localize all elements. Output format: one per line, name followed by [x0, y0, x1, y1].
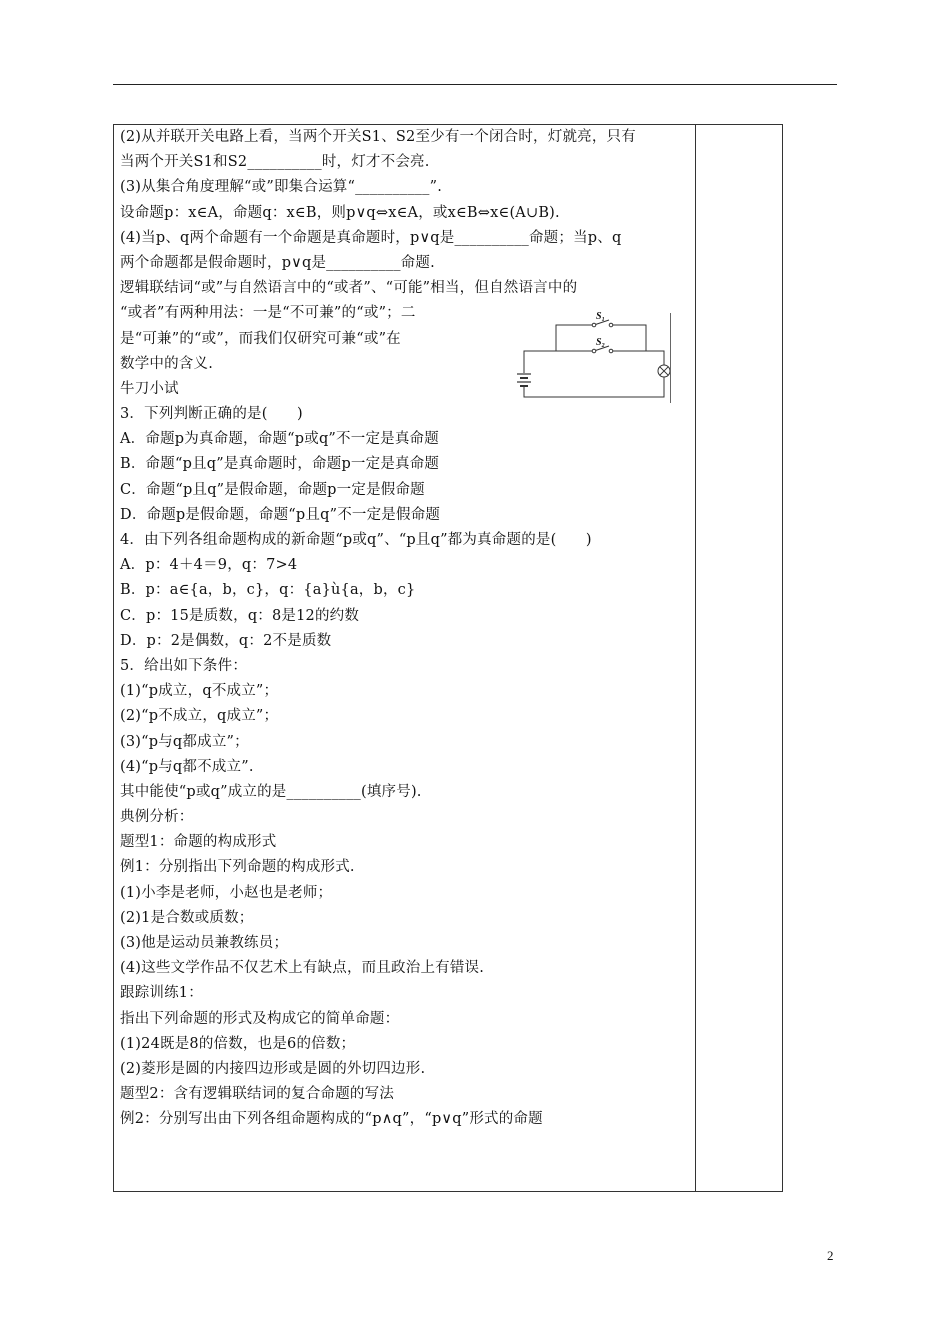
- text-line: (4)当p、q两个命题有一个命题是真命题时，p∨q是__________命题；当p、q: [120, 229, 622, 246]
- text-line: (2)从并联开关电路上看，当两个开关S1、S2至少有一个闭合时，灯就亮，只有: [120, 129, 636, 145]
- parallel-circuit-diagram: [516, 311, 684, 403]
- example-2: 例2：分别写出由下列各组命题构成的“p∧q”，“p∨q”形式的命题: [120, 1111, 543, 1128]
- example-item: (3)他是运动员兼教练员；: [120, 935, 289, 951]
- switch-s2-contact: [609, 349, 613, 353]
- option-b: B．p：a∈{a，b，c}，q：{a}ù{a，b，c}: [120, 582, 416, 599]
- condition-item: (1)“p成立，q不成立”；: [120, 683, 279, 700]
- figure-side-rule: [670, 313, 671, 403]
- text-line: (3)从集合角度理解“或”即集合运算“__________”.: [120, 179, 442, 196]
- text-line: “或者”有两种用法：一是“不可兼”的“或”；二: [120, 305, 416, 322]
- text-line: 指出下列命题的形式及构成它的简单命题：: [120, 1010, 400, 1027]
- switch-s2-label: $S_2$: [596, 337, 605, 349]
- option-c: C．p：15是质数，q：8是12的约数: [120, 607, 360, 624]
- text-line: 是“可兼”的“或”，而我们仅研究可兼“或”在: [120, 330, 401, 347]
- text-line: 两个命题都是假命题时，p∨q是__________命题.: [120, 254, 435, 271]
- option-d: D．命题p是假命题，命题“p且q”不一定是假命题: [120, 506, 441, 523]
- example-item: (4)这些文学作品不仅艺术上有缺点，而且政治上有错误.: [120, 960, 485, 977]
- option-d: D．p：2是偶数，q：2不是质数: [120, 632, 332, 649]
- question-5: 5．给出如下条件：: [120, 657, 248, 674]
- example-item: (2)1是合数或质数；: [120, 909, 254, 926]
- switch-s1-contact: [592, 323, 596, 327]
- question-4: 4．由下列各组命题构成的新命题“p或q”、“p且q”都为真命题的是( ): [120, 532, 592, 548]
- example-item: (1)小李是老师，小赵也是老师；: [120, 884, 333, 901]
- option-a: A．命题p为真命题，命题“p或q”不一定是真命题: [120, 431, 439, 448]
- condition-item: (3)“p与q都成立”；: [120, 733, 249, 750]
- text-line: 其中能使“p或q”成立的是__________(填序号).: [120, 783, 422, 800]
- section-heading: 题型1：命题的构成形式: [120, 834, 277, 851]
- wire: [524, 377, 664, 397]
- wire: [612, 325, 646, 349]
- wire: [646, 351, 664, 365]
- question-3: 3．下列判断正确的是( ): [120, 406, 303, 423]
- condition-item: (2)“p不成立，q成立”；: [120, 708, 279, 725]
- wire: [524, 351, 556, 373]
- text-line: 数学中的含义.: [120, 355, 214, 372]
- section-heading: 牛刀小试: [120, 380, 179, 397]
- circuit-svg: [516, 311, 684, 403]
- exercise-item: (2)菱形是圆的内接四边形或是圆的外切四边形.: [120, 1060, 426, 1077]
- option-c: C．命题“p且q”是假命题，命题p一定是假命题: [120, 481, 425, 498]
- main-content-cell: [120, 125, 692, 1133]
- text-line: 逻辑联结词“或”与自然语言中的“或者”、“可能”相当，但自然语言中的: [120, 280, 578, 297]
- switch-s2-contact: [592, 349, 596, 353]
- header-rule: [113, 84, 837, 85]
- option-b: B．命题“p且q”是真命题时，命题p一定是真命题: [120, 456, 440, 473]
- section-heading: 题型2：含有逻辑联结词的复合命题的写法: [120, 1086, 395, 1103]
- example-1: 例1：分别指出下列命题的构成形式.: [120, 859, 355, 876]
- document-table: [113, 124, 783, 1192]
- switch-s1-label: $S_1$: [596, 311, 605, 323]
- section-heading: 典例分析：: [120, 809, 194, 826]
- exercise-item: (1)24既是8的倍数，也是6的倍数；: [120, 1035, 356, 1052]
- switch-s1-contact: [609, 323, 613, 327]
- condition-item: (4)“p与q都不成立”.: [120, 758, 254, 775]
- option-a: A．p：4＋4＝9，q：7>4: [120, 557, 298, 574]
- section-heading: 跟踪训练1：: [120, 985, 203, 1002]
- wire: [556, 325, 594, 349]
- page-number: 2: [827, 1248, 834, 1263]
- text-line: 当两个开关S1和S2__________时，灯才不会亮.: [120, 154, 430, 171]
- text-line: 设命题p：x∈A，命题q：x∈B，则p∨q⇔x∈A，或x∈B⇔x∈(A∪B).: [120, 204, 560, 221]
- column-divider: [695, 125, 696, 1191]
